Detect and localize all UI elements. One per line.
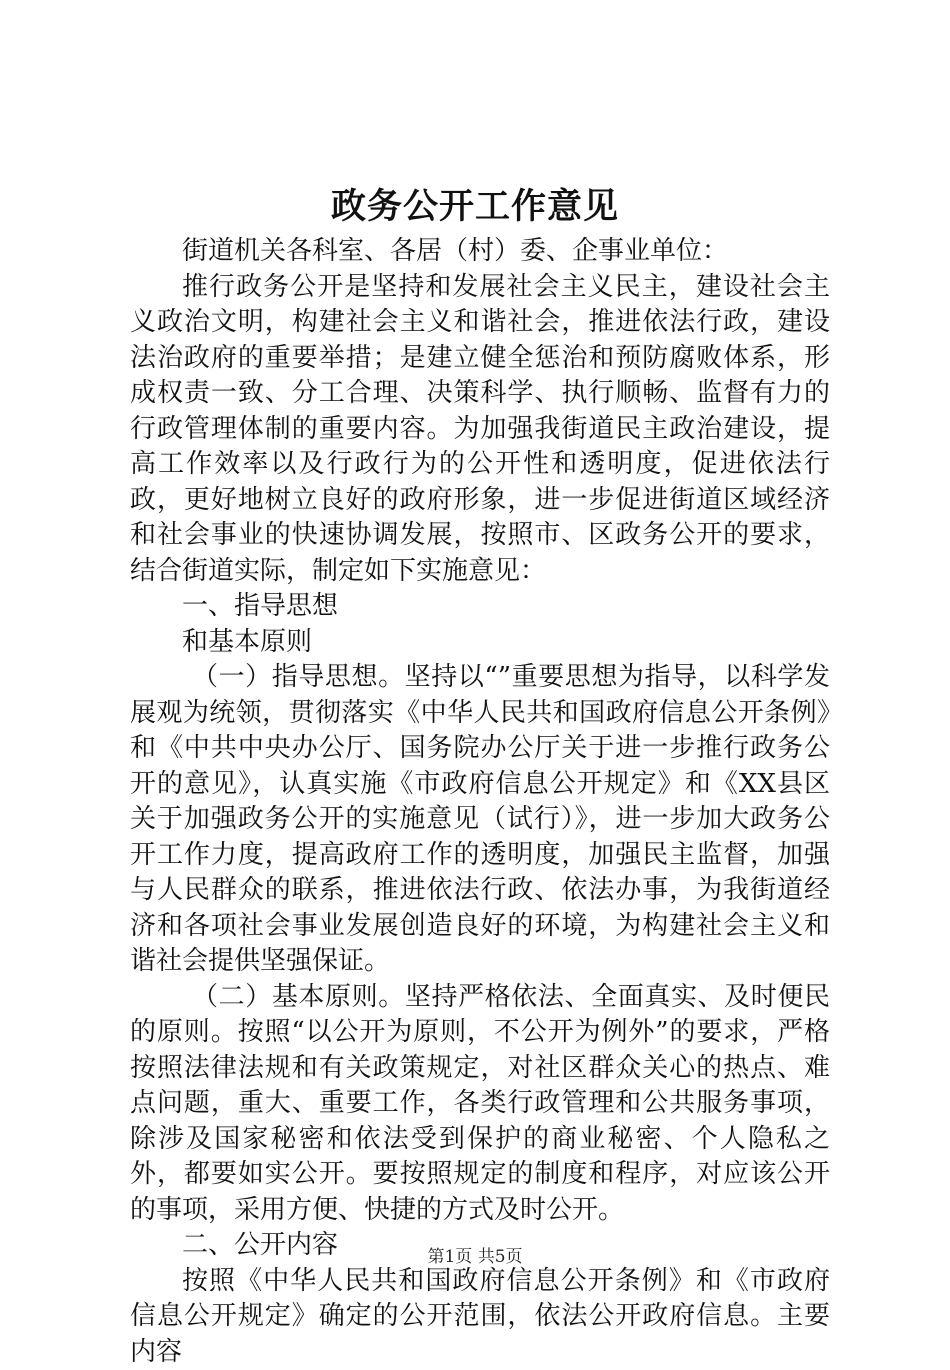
salutation-paragraph: 街道机关各科室、各居（村）委、企事业单位： — [130, 234, 830, 270]
intro-paragraph: 推行政务公开是坚持和发展社会主义民主，建设社会主义政治文明，构建社会主义和谐社会，推进依法行政，建设法治政府的重要举措；是建立健全惩治和预防腐败体系，形成权责一致、分工合理、决策科学、执行顺畅、监督有力的行政管理体制的重要内容。为加强我街道民主政治建设，提高工作效率以及行政行为的公开性和透明度，促进依法行政，更好地树立良好的政府形象，进一步促进街道区域经济和社会事业的快速协调发展，按照市、区政务公开的要求，结合街道实际，制定如下实施意见： — [130, 270, 830, 590]
section-heading-1: 一、指导思想 — [130, 589, 830, 625]
section-heading-1-continued: 和基本原则 — [130, 625, 830, 661]
page-number-footer: 第1页 共5页 — [0, 1245, 950, 1269]
basic-principle-paragraph: （二）基本原则。坚持严格依法、全面真实、及时便民的原则。按照“以公开为原则，不公开为例外”的要求，严格按照法律法规和有关政策规定，对社区群众关心的热点、难点问题，重大、重要工作，各类行政管理和公共服务事项，除涉及国家秘密和依法受到保护的商业秘密、个人隐私之外，都要如实公开。要按照规定的制度和程序，对应该公开的事项，采用方便、快捷的方式及时公开。 — [130, 980, 830, 1229]
document-title: 政务公开工作意见 — [0, 182, 950, 232]
document-body — [130, 234, 830, 1370]
public-content-paragraph: 按照《中华人民共和国政府信息公开条例》和《市政府信息公开规定》确定的公开范围，依法公开政府信息。主要内容 — [130, 1264, 830, 1370]
guiding-thought-paragraph: （一）指导思想。坚持以“”重要思想为指导，以科学发展观为统领，贯彻落实《中华人民共和国政府信息公开条例》和《中共中央办公厅、国务院办公厅关于进一步推行政务公开的意见》，认真实施《市政府信息公开规定》和《XX县区关于加强政务公开的实施意见（试行）》，进一步加大政务公开工作力度，提高政府工作的透明度，加强民主监督，加强与人民群众的联系，推进依法行政、依法办事，为我街道经济和各项社会事业发展创造良好的环境，为构建社会主义和谐社会提供坚强保证。 — [130, 660, 830, 980]
section-heading-2: 二、公开内容 — [130, 1228, 830, 1264]
